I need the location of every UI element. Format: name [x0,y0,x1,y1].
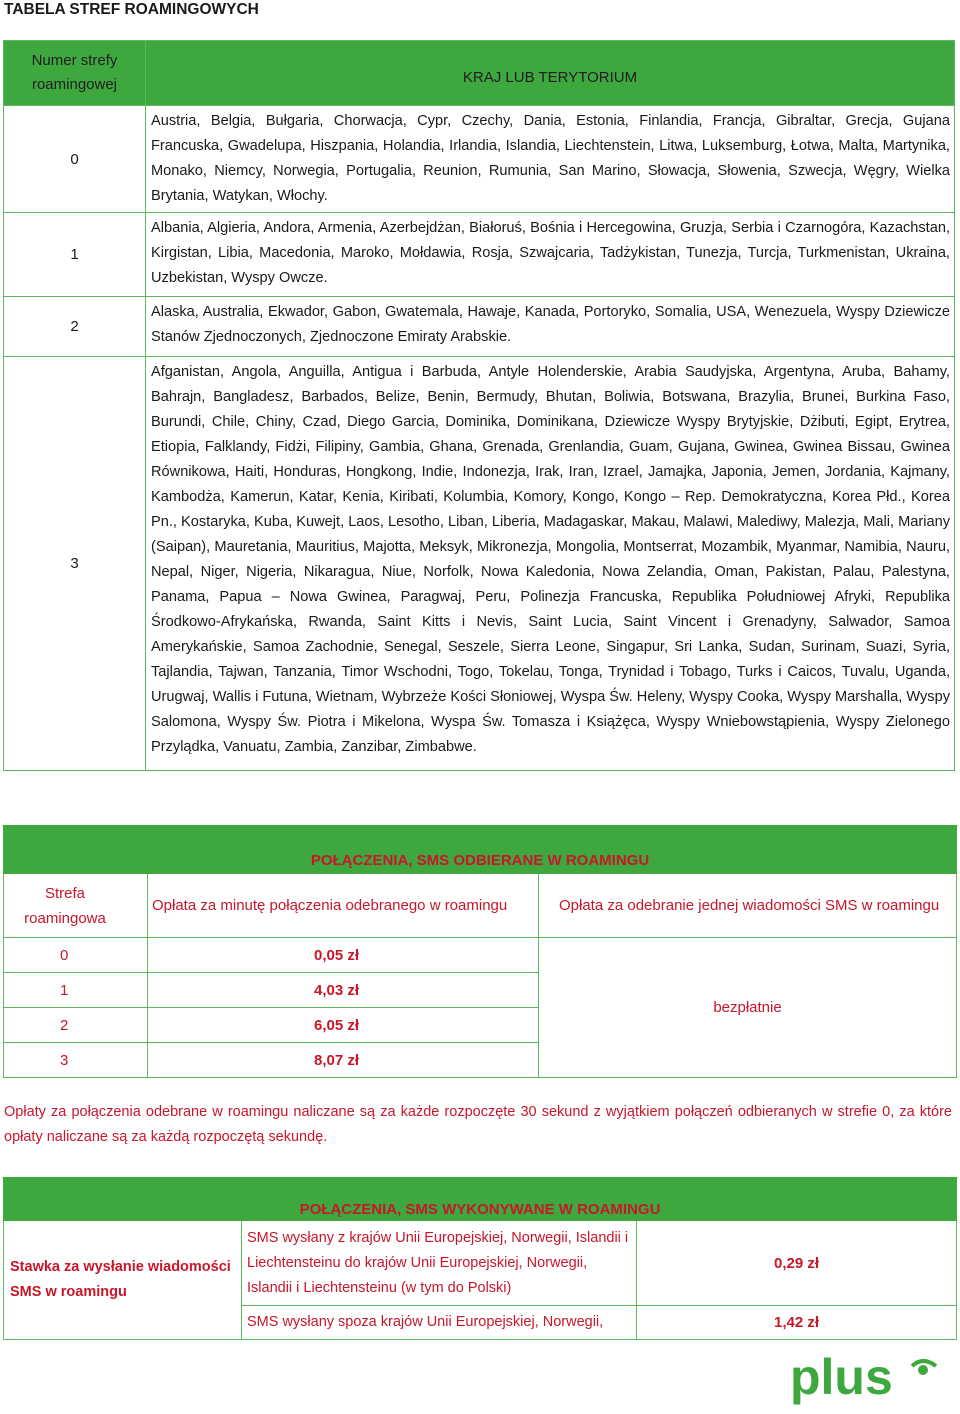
table-row [4,938,957,973]
received-price: 0,05 zł [148,938,539,973]
plus-logo-text: plus [790,1350,893,1405]
zone-countries: Albania, Algieria, Andora, Armenia, Azerbejdżan, Białoruś, Bośnia i Hercegowina, Gruzja, Serbia i Czarnogóra, Kazachstan, Kirgistan, Libia, Macedonia, Maroko, Mołdawia, Rosja, Szwajcaria, Tadżykistan, Tunezja, Turcja, Turkmenistan, Ukraina, Uzbekistan, Wyspy Owcze. [146,213,955,297]
received-zone: 2 [4,1008,148,1043]
made-table [3,1177,957,1340]
sms-desc: SMS wysłany spoza krajów Unii Europejskiej, Norwegii, [242,1306,637,1340]
plus-logo [790,1350,940,1408]
sms-rate-label: Stawka za wysłanie wiadomości SMS w roamingu [4,1221,242,1340]
billing-note: Opłaty za połączenia odebrane w roamingu naliczane są za każde rozpoczęte 30 sekund z wyjątkiem połączeń odbieranych w strefie 0, za które opłaty naliczane są za każdą rozpoczętą sekundę. [4,1104,952,1145]
sms-price: 1,42 zł [637,1306,957,1340]
received-zone: 3 [4,1043,148,1078]
table-row [4,213,955,297]
plus-logo-icon [790,1350,940,1408]
zone-number: 3 [4,357,146,771]
zone-number-header-label: Numer strefy roamingowej [31,52,118,93]
received-zone-header-label: Strefa roamingowa [24,884,106,927]
sms-price: 0,29 zł [637,1221,957,1306]
zone-number: 2 [4,297,146,357]
zone-countries: Austria, Belgia, Bułgaria, Chorwacja, Cypr, Czechy, Dania, Estonia, Finlandia, Francja, Gibraltar, Grecja, Gujana Francuska, Gwadelupa, Hiszpania, Holandia, Irlandia, Islandia, Liechtenstein, Litwa, Luksemburg, Łotwa, Malta, Martynika, Monako, Niemcy, Norwegia, Portugalia, Reunion, Rumunia, San Marino, Słowacja, Słowenia, Szwecja, Węgry, Wielka Brytania, Watykan, Włochy. [146,106,955,213]
received-sms-header: Opłata za odebranie jednej wiadomości SMS w roamingu [539,874,957,938]
page-title: TABELA STREF ROAMINGOWYCH [4,1,259,18]
countries-header: KRAJ LUB TERYTORIUM [146,41,955,106]
zone-number: 1 [4,213,146,297]
received-table [3,825,957,1078]
received-price: 6,05 zł [148,1008,539,1043]
received-minute-header: Opłata za minutę połączenia odebranego w roamingu [148,874,539,938]
table-row [4,106,955,213]
received-banner: POŁĄCZENIA, SMS ODBIERANE W ROAMINGU [4,826,957,874]
zones-table [3,40,955,771]
table-row [4,297,955,357]
received-sms-price: bezpłatnie [539,938,957,1078]
table-row [4,1221,957,1306]
zone-countries: Afganistan, Angola, Anguilla, Antigua i Barbuda, Antyle Holenderskie, Arabia Saudyjska, Argentyna, Aruba, Bahamy, Bahrajn, Bangladesz, Barbados, Belize, Benin, Bermudy, Bhutan, Boliwia, Botswana, Brazylia, Brunei, Burkina Faso, Burundi, Chile, Chiny, Czad, Diego Garcia, Dominika, Dominikana, Dziewicze Wyspy Brytyjskie, Dżibuti, Egipt, Erytrea, Etiopia, Falklandy, Fidżi, Filipiny, Gambia, Ghana, Grenada, Grenlandia, Guam, Gujana, Gwinea, Gwinea Bissau, Gwinea Równikowa, Haiti, Honduras, Hongkong, Indie, Indonezja, Irak, Iran, Izrael, Jamajka, Japonia, Jemen, Jordania, Kajmany, Kambodża, Kamerun, Katar, Kenia, Kiribati, Kolumbia, Komory, Kongo, Kongo – Rep. Demokratyczna, Korea Płd., Korea Pn., Kostaryka, Kuba, Kuwejt, Laos, Lesotho, Liban, Liberia, Madagaskar, Makau, Malawi, Malediwy, Malezja, Mali, Mariany (Saipan), Mauretania, Mauritius, Majotta, Meksyk, Mikronezja, Mongolia, Montserrat, Mozambik, Myanmar, Namibia, Nauru, Nepal, Niger, Nigeria, Nikaragua, Niue, Norfolk, Nowa Kaledonia, Nowa Zelandia, Oman, Pakistan, Palau, Palestyna, Panama, Papua – Nowa Gwinea, Paragwaj, Peru, Polinezja Francuska, Republika Południowej Afryki, Republika Środkowo-Afrykańska, Rwanda, Saint Kitts i Nevis, Saint Lucia, Saint Vincent i Grenadyny, Salwador, Samoa Amerykańskie, Samoa Zachodnie, Senegal, Seszele, Sierra Leone, Singapur, Sri Lanka, Sudan, Surinam, Suazi, Syria, Tajlandia, Tajwan, Tanzania, Timor Wschodni, Togo, Tokelau, Tonga, Trynidad i Tobago, Turks i Caicos, Tuvalu, Uganda, Urugwaj, Wallis i Futuna, Wietnam, Wybrzeże Kości Słoniowej, Wyspa Św. Heleny, Wyspy Cooka, Wyspy Marshalla, Wyspy Salomona, Wyspy Św. Piotra i Mikelona, Wyspa Św. Tomasza i Książęca, Wyspy Wniebowstąpienia, Wyspy Zielonego Przylądka, Vanuatu, Zambia, Zanzibar, Zimbabwe. [146,357,955,771]
received-price: 8,07 zł [148,1043,539,1078]
zone-number-header [4,41,146,106]
received-zone: 1 [4,973,148,1008]
sms-desc: SMS wysłany z krajów Unii Europejskiej, Norwegii, Islandii i Liechtensteinu do krajów Unii Europejskiej, Norwegii, Islandii i Liechtensteinu (w tym do Polski) [242,1221,637,1306]
made-banner: POŁĄCZENIA, SMS WYKONYWANE W ROAMINGU [4,1178,957,1221]
received-zone: 0 [4,938,148,973]
table-row [4,357,955,771]
zone-countries: Alaska, Australia, Ekwador, Gabon, Gwatemala, Hawaje, Kanada, Portoryko, Somalia, USA, Wenezuela, Wyspy Dziewicze Stanów Zjednoczonych, Zjednoczone Emiraty Arabskie. [146,297,955,357]
received-zone-header [4,874,148,938]
received-price: 4,03 zł [148,973,539,1008]
zone-number: 0 [4,106,146,213]
